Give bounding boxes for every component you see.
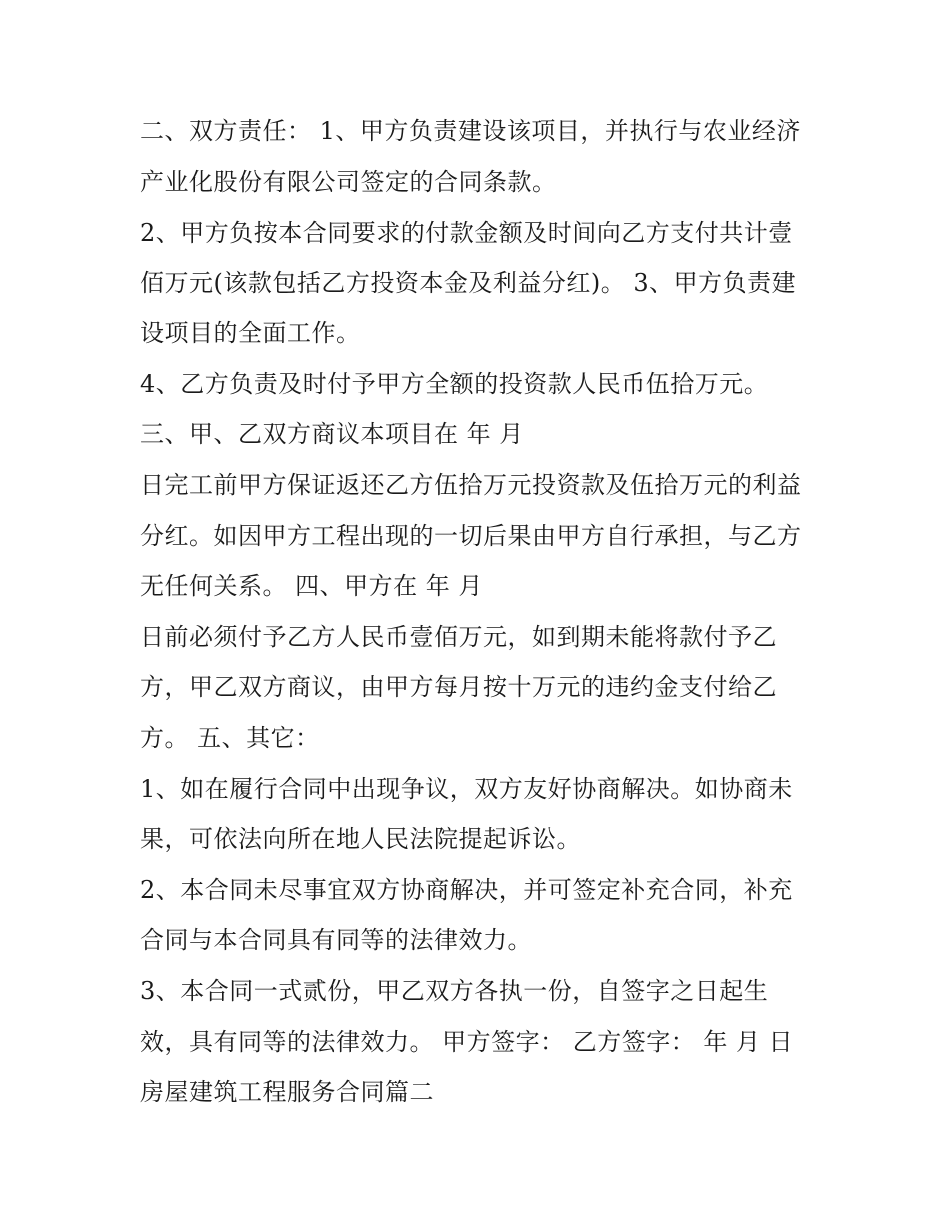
text-line: 2、本合同未尽事宜双方协商解决，并可签定补充合同，补充 [140, 876, 793, 904]
text-line: 无任何关系。 四、甲方在 年 月 [140, 572, 483, 600]
text-line: 房屋建筑工程服务合同篇二 [140, 1078, 434, 1106]
text-line: 设项目的全面工作。 [140, 319, 361, 347]
text-line: 佰万元(该款包括乙方投资本金及利益分红)。 3、甲方负责建 [140, 269, 797, 297]
text-line: 2、甲方负按本合同要求的付款金额及时间向乙方支付共计壹 [140, 219, 793, 247]
text-line: 效，具有同等的法律效力。 甲方签字： 乙方签字： 年 月 日 [140, 1028, 794, 1056]
text-line: 二、双方责任： 1、甲方负责建设该项目，并执行与农业经济 [140, 117, 801, 145]
text-line: 产业化股份有限公司签定的合同条款。 [140, 168, 557, 196]
text-line: 三、甲、乙双方商议本项目在 年 月 [140, 420, 524, 448]
text-line: 日前必须付予乙方人民币壹佰万元，如到期未能将款付予乙 [140, 623, 777, 651]
text-line: 合同与本合同具有同等的法律效力。 [140, 926, 532, 954]
text-line: 分红。如因甲方工程出现的一切后果由甲方自行承担，与乙方 [140, 522, 802, 550]
text-line: 方。 五、其它： [140, 724, 320, 752]
text-line: 果，可依法向所在地人民法院提起诉讼。 [140, 825, 581, 853]
text-line: 1、如在履行合同中出现争议，双方友好协商解决。如协商未 [140, 775, 793, 803]
text-line: 3、本合同一式贰份，甲乙双方各执一份，自签字之日起生 [140, 977, 769, 1005]
text-line: 4、乙方负责及时付予甲方全额的投资款人民币伍拾万元。 [140, 370, 769, 398]
text-line: 日完工前甲方保证返还乙方伍拾万元投资款及伍拾万元的利益 [140, 471, 802, 499]
text-line: 方，甲乙双方商议，由甲方每月按十万元的违约金支付给乙 [140, 673, 777, 701]
